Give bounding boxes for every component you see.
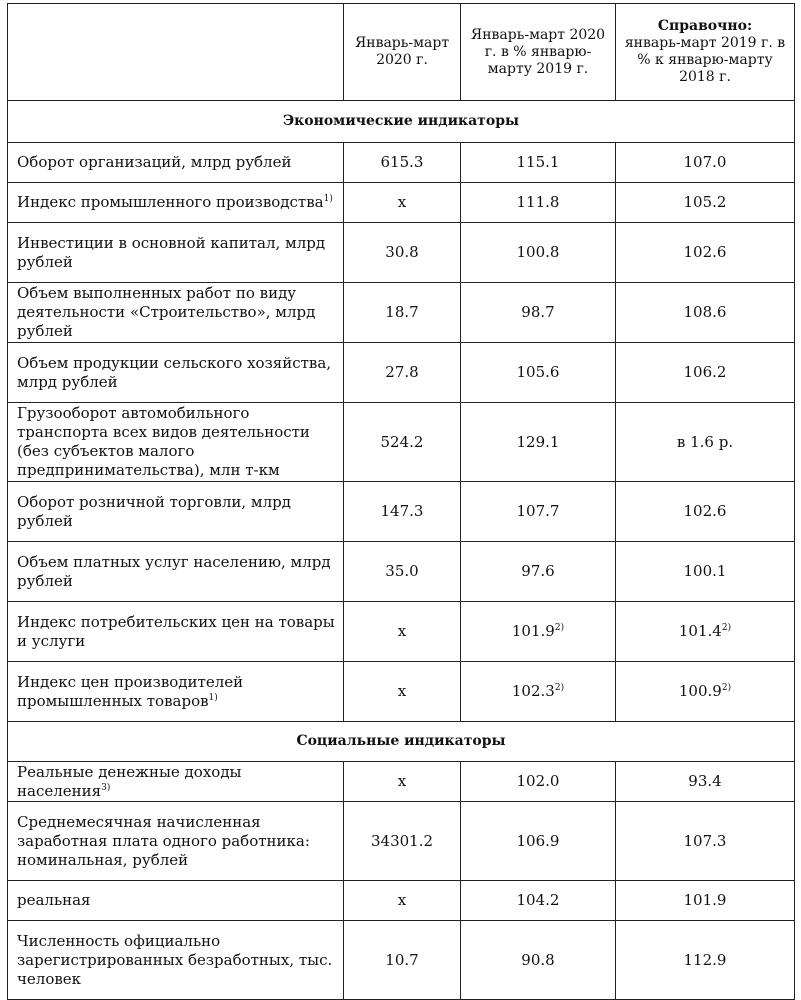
indicator-label-text: Реальные денежные доходы населения	[17, 762, 242, 800]
indicator-label	[8, 762, 344, 802]
indicator-label-text: Объем платных услуг населению, млрд рублей	[17, 552, 331, 590]
value-percent	[461, 602, 616, 662]
header-reference	[616, 4, 795, 101]
section-row-economic	[8, 101, 795, 143]
value-reference-text: 100.1	[683, 562, 727, 580]
indicator-label-text: Индекс цен производителей промышленных товаров	[17, 672, 244, 710]
value-percent-text: 129.1	[516, 432, 560, 451]
table-row	[8, 662, 795, 722]
header-indicator	[8, 4, 344, 101]
table-row	[8, 542, 795, 602]
value-period	[344, 762, 461, 802]
indicator-label-text: Численность официально зарегистрированных безработных, тыс. человек	[17, 931, 333, 988]
value-percent	[461, 403, 616, 482]
value-period	[344, 802, 461, 881]
indicator-label	[8, 542, 344, 602]
value-period	[344, 183, 461, 223]
value-period-text: 18.7	[385, 303, 419, 321]
value-reference	[616, 143, 795, 183]
value-reference	[616, 542, 795, 602]
value-period-text: 524.2	[380, 432, 424, 451]
value-period	[344, 223, 461, 283]
indicator-label	[8, 403, 344, 482]
table-row	[8, 283, 795, 343]
value-reference-text: 106.2	[683, 363, 727, 381]
value-reference-text: 101.9	[683, 891, 727, 909]
value-period-text: х	[397, 193, 407, 211]
indicator-label-text: Объем выполненных работ по виду деятельности «Строительство», млрд рублей	[17, 284, 316, 340]
table-row	[8, 183, 795, 223]
table-row	[8, 143, 795, 183]
value-period-text: х	[397, 891, 407, 909]
value-reference-text: 112.9	[683, 950, 727, 969]
value-period-text: 615.3	[380, 153, 424, 171]
value-period	[344, 602, 461, 662]
value-reference	[616, 762, 795, 802]
section-title-economic: Экономические индикаторы	[8, 101, 795, 143]
value-reference-text: 101.4	[678, 622, 722, 640]
header-percent: Январь-март 2020 г. в % январю-марту 2019 г.	[461, 4, 616, 101]
value-percent-footnote: 2)	[554, 683, 565, 693]
value-percent-text: 98.7	[521, 303, 555, 321]
value-reference	[616, 183, 795, 223]
table-row	[8, 343, 795, 403]
indicator-label-text: Оборот розничной торговли, млрд рублей	[17, 492, 291, 530]
value-reference-text: в 1.6 р.	[676, 432, 734, 451]
value-reference-text: 105.2	[683, 193, 727, 211]
value-period	[344, 662, 461, 722]
value-reference	[616, 223, 795, 283]
value-percent-text: 101.9	[511, 622, 555, 640]
value-percent	[461, 143, 616, 183]
value-percent	[461, 762, 616, 802]
value-period	[344, 283, 461, 343]
value-percent	[461, 802, 616, 881]
value-reference-text: 102.6	[683, 502, 727, 520]
value-percent-text: 115.1	[516, 153, 560, 171]
indicator-label-footnote: 1)	[323, 194, 333, 204]
value-percent-text: 111.8	[516, 193, 560, 211]
value-reference-text: 107.3	[683, 831, 727, 850]
indicator-label	[8, 881, 344, 921]
header-reference-text: январь-март 2019 г. в % к январю-марту 2018 г.	[624, 35, 786, 85]
header-period: Январь-март 2020 г.	[344, 4, 461, 101]
table-row	[8, 482, 795, 542]
value-reference-text: 100.9	[678, 682, 722, 700]
indicator-label-text: Инвестиции в основной капитал, млрд рублей	[17, 233, 326, 271]
table-row	[8, 802, 795, 881]
indicators-table-container	[7, 3, 795, 1000]
indicator-label	[8, 183, 344, 223]
indicator-label-text: Индекс промышленного производства	[17, 193, 324, 211]
value-reference	[616, 921, 795, 1000]
value-reference-text: 93.4	[688, 772, 722, 790]
indicator-label	[8, 223, 344, 283]
value-period-text: 10.7	[385, 950, 419, 969]
value-period-text: х	[397, 622, 407, 640]
indicator-label	[8, 802, 344, 881]
value-percent-footnote: 2)	[554, 623, 565, 633]
indicator-label-footnote: 1)	[208, 692, 218, 703]
indicator-label-text: Оборот организаций, млрд рублей	[17, 153, 292, 171]
value-period	[344, 343, 461, 403]
table-row	[8, 921, 795, 1000]
value-percent	[461, 542, 616, 602]
table-row	[8, 762, 795, 802]
value-reference	[616, 343, 795, 403]
value-percent	[461, 343, 616, 403]
value-percent-text: 107.7	[516, 502, 560, 520]
value-percent	[461, 482, 616, 542]
value-percent	[461, 283, 616, 343]
indicator-label-text: Среднемесячная начисленная заработная плата одного работника: номинальная, рублей	[17, 812, 310, 869]
value-percent-text: 102.0	[516, 772, 560, 790]
header-reference-title: Справочно:	[657, 18, 753, 34]
indicator-label	[8, 482, 344, 542]
section-title-social: Социальные индикаторы	[8, 722, 795, 762]
value-period-text: 27.8	[385, 363, 419, 381]
value-period-text: х	[397, 682, 407, 700]
value-period	[344, 921, 461, 1000]
value-percent-text: 97.6	[521, 562, 555, 580]
indicator-label	[8, 921, 344, 1000]
indicator-label-text: реальная	[17, 891, 91, 909]
value-period	[344, 881, 461, 921]
indicator-label	[8, 283, 344, 343]
indicator-label	[8, 343, 344, 403]
table-row	[8, 881, 795, 921]
indicator-label	[8, 143, 344, 183]
indicator-label-text: Индекс потребительских цен на товары и услуги	[17, 612, 335, 650]
value-reference-text: 102.6	[683, 243, 727, 261]
value-period-text: 147.3	[380, 502, 424, 520]
value-period	[344, 143, 461, 183]
value-reference	[616, 602, 795, 662]
value-percent-text: 104.2	[516, 891, 560, 909]
indicator-label	[8, 662, 344, 722]
value-reference-text: 107.0	[683, 153, 727, 171]
value-percent-text: 100.8	[516, 243, 560, 261]
indicators-table	[7, 3, 795, 1000]
value-percent	[461, 921, 616, 1000]
table-row	[8, 223, 795, 283]
indicator-label-footnote: 3)	[101, 782, 111, 793]
table-row	[8, 403, 795, 482]
table-row	[8, 602, 795, 662]
indicator-label-text: Объем продукции сельского хозяйства, млрд рублей	[17, 353, 332, 391]
value-reference-footnote: 2)	[721, 623, 732, 633]
value-percent-text: 106.9	[516, 831, 560, 850]
value-percent-text: 105.6	[516, 363, 560, 381]
value-period	[344, 482, 461, 542]
value-period-text: х	[397, 772, 407, 790]
indicator-label	[8, 602, 344, 662]
value-reference-text: 108.6	[683, 303, 727, 321]
value-percent	[461, 662, 616, 722]
value-reference	[616, 283, 795, 343]
value-percent-text: 102.3	[511, 682, 555, 700]
section-row-social	[8, 722, 795, 762]
value-period-text: 35.0	[385, 562, 419, 580]
value-percent	[461, 183, 616, 223]
value-percent-text: 90.8	[521, 950, 555, 969]
value-reference	[616, 881, 795, 921]
value-period-text: 30.8	[385, 243, 419, 261]
header-row	[8, 4, 795, 101]
value-period	[344, 542, 461, 602]
value-reference	[616, 802, 795, 881]
value-reference-footnote: 2)	[721, 683, 732, 693]
value-reference	[616, 482, 795, 542]
value-percent	[461, 223, 616, 283]
value-period-text: 34301.2	[370, 831, 434, 850]
value-percent	[461, 881, 616, 921]
value-reference	[616, 662, 795, 722]
value-reference	[616, 403, 795, 482]
value-period	[344, 403, 461, 482]
indicator-label-text: Грузооборот автомобильного транспорта всех видов деятельности (без субъектов малого предпринимательства), млн т-км	[17, 404, 310, 479]
